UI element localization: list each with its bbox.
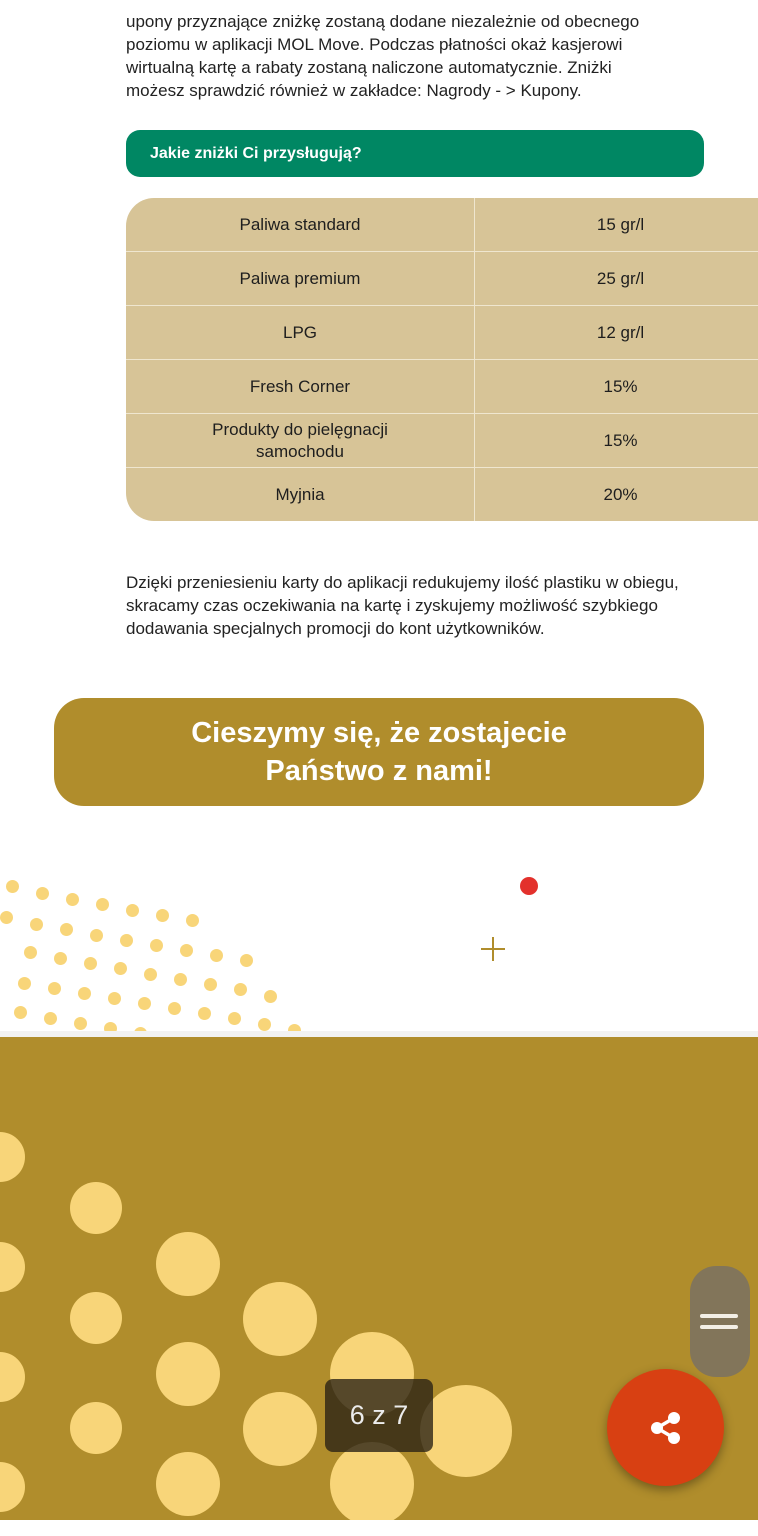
decorative-dot — [174, 973, 187, 986]
decorative-dot — [0, 1352, 25, 1402]
decorative-dot — [70, 1402, 122, 1454]
decorative-dot — [0, 1132, 25, 1182]
table-row — [126, 306, 758, 360]
banner-line-2: Państwo z nami! — [265, 755, 493, 787]
intro-paragraph: upony przyznające zniżkę zostaną dodane niezależnie od obecnego poziomu w aplikacji MOL Move. Podczas płatności okaż kasjerowi wirtualną kartę a rabaty zostaną naliczone automatycznie. Zniżki możesz sprawdzić również w zakładce: Nagrody - > Kupony. — [126, 12, 640, 100]
decorative-dot — [44, 1012, 57, 1025]
decorative-dot — [78, 987, 91, 1000]
banner-line-1: Cieszymy się, że zostajecie — [191, 717, 567, 749]
decorative-dot — [60, 923, 73, 936]
decorative-dot — [180, 944, 193, 957]
table-row — [126, 198, 758, 252]
decorative-dot — [204, 978, 217, 991]
outro-paragraph: Dzięki przeniesieniu karty do aplikacji redukujemy ilość plastiku w obiegu, skracamy czas oczekiwania na kartę i zyskujemy możliwość szybkiego dodawania specjalnych promocji do kont użytkowników. — [126, 573, 679, 638]
decorative-dot — [156, 909, 169, 922]
decorative-dot — [84, 957, 97, 970]
decorative-dot — [240, 954, 253, 967]
decorative-dot — [70, 1292, 122, 1344]
discount-value: 15% — [475, 414, 758, 468]
decorative-dot — [420, 1385, 512, 1477]
decorative-dot — [234, 983, 247, 996]
decorative-dot — [198, 1007, 211, 1020]
decorative-dot — [66, 893, 79, 906]
decorative-dot — [36, 887, 49, 900]
decorative-dot — [126, 904, 139, 917]
decorative-dot — [186, 914, 199, 927]
decorative-dot — [74, 1017, 87, 1030]
decorative-dot — [156, 1452, 220, 1516]
decorative-dot — [18, 977, 31, 990]
decorative-dot — [168, 1002, 181, 1015]
decorative-dot — [243, 1282, 317, 1356]
decorative-dot — [0, 1242, 25, 1292]
decorative-dot — [150, 939, 163, 952]
discount-label: Myjnia — [126, 468, 475, 522]
decorative-dot — [0, 1462, 25, 1512]
decorative-dot — [30, 918, 43, 931]
decorative-dot — [120, 934, 133, 947]
decorative-red-dot — [520, 877, 538, 895]
decorative-dot — [96, 898, 109, 911]
decorative-dot — [0, 911, 13, 924]
decorative-dot — [114, 962, 127, 975]
share-icon — [646, 1408, 686, 1448]
decorative-dot — [156, 1342, 220, 1406]
discount-value: 25 gr/l — [475, 252, 758, 306]
decorative-dot — [228, 1012, 241, 1025]
discount-label: LPG — [126, 306, 475, 360]
menu-bar — [700, 1325, 738, 1329]
decorative-dot — [156, 1232, 220, 1296]
decorative-dot — [210, 949, 223, 962]
decorative-plus-icon — [479, 935, 507, 963]
discount-value: 15 gr/l — [475, 198, 758, 252]
decorative-dot — [138, 997, 151, 1010]
discount-value: 20% — [603, 484, 638, 504]
table-row — [126, 414, 758, 468]
decorative-dot — [258, 1018, 271, 1031]
thank-you-banner — [54, 698, 704, 806]
decorative-dot — [264, 990, 277, 1003]
discounts-header: Jakie zniżki Ci przysługują? — [126, 130, 704, 177]
decorative-dot — [108, 992, 121, 1005]
share-button[interactable] — [607, 1369, 724, 1486]
discount-label: Paliwa premium — [126, 252, 475, 306]
page-indicator: 6 z 7 — [325, 1379, 433, 1452]
decorative-dot-pattern — [0, 840, 758, 1035]
hamburger-icon[interactable] — [690, 1266, 750, 1377]
decorative-dot — [90, 929, 103, 942]
discount-value: 12 gr/l — [475, 306, 758, 360]
decorative-dot — [243, 1392, 317, 1466]
discounts-table — [126, 198, 758, 521]
table-row — [126, 468, 758, 522]
decorative-dot — [14, 1006, 27, 1019]
discount-label: Paliwa standard — [126, 198, 475, 252]
table-row — [126, 360, 758, 414]
decorative-dot — [144, 968, 157, 981]
decorative-dot — [330, 1442, 414, 1520]
decorative-dot — [6, 880, 19, 893]
decorative-dot — [70, 1182, 122, 1234]
discount-value: 15% — [475, 360, 758, 414]
discount-label: Fresh Corner — [126, 360, 475, 414]
discount-label: Produkty do pielęgnacji samochodu — [126, 414, 475, 468]
menu-bar — [700, 1314, 738, 1318]
decorative-dot — [24, 946, 37, 959]
table-row — [126, 252, 758, 306]
decorative-dot — [48, 982, 61, 995]
decorative-dot — [54, 952, 67, 965]
bottom-strip — [0, 1520, 758, 1536]
